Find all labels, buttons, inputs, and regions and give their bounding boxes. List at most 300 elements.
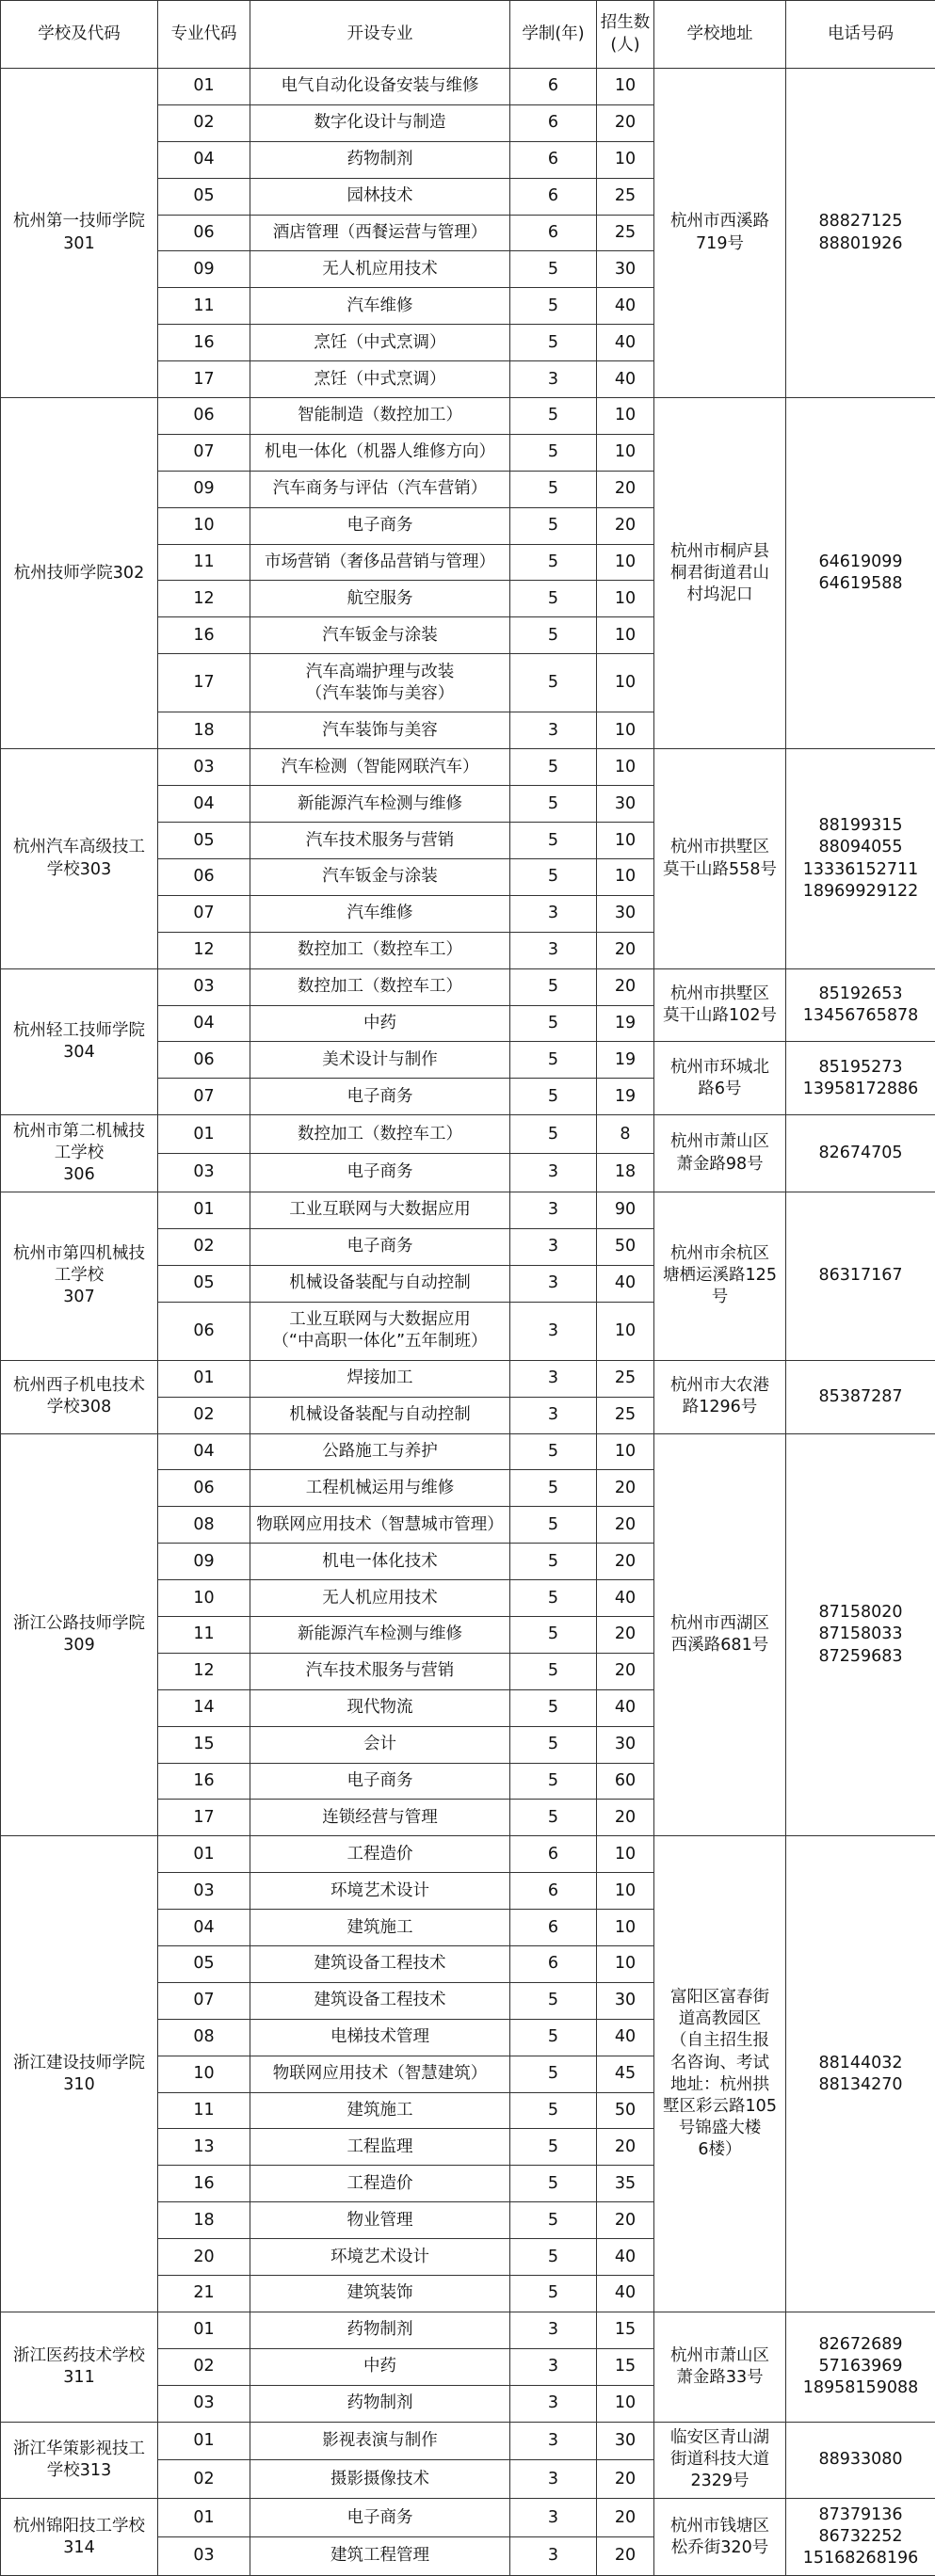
table-row [1,1192,935,1228]
major-name-cell: 无人机应用技术 [250,251,510,288]
enrollment-count-cell: 30 [597,2422,654,2460]
major-name-cell: 数控加工（数控车工） [250,1115,510,1154]
table-header-row [1,1,935,69]
duration-cell: 5 [510,325,597,361]
duration-cell: 3 [510,1265,597,1302]
major-name-cell: 工程监理 [250,2129,510,2166]
duration-cell: 5 [510,1726,597,1763]
major-name-cell: 影视表演与制作 [250,2422,510,2460]
duration-cell: 3 [510,2460,597,2499]
enrollment-count-cell: 20 [597,2202,654,2239]
duration-cell: 3 [510,895,597,932]
major-code-cell: 01 [158,1836,250,1873]
duration-cell: 5 [510,434,597,471]
major-code-cell: 01 [158,1115,250,1154]
major-code-cell: 08 [158,1507,250,1544]
major-code-cell: 07 [158,1079,250,1115]
duration-cell: 3 [510,361,597,398]
phone-number-cell: 87379136 86732252 15168268196 [786,2499,935,2576]
major-name-cell: 汽车检测（智能网联汽车） [250,749,510,786]
major-code-cell: 04 [158,1005,250,1042]
enrollment-count-cell: 20 [597,104,654,141]
enrollment-count-cell: 10 [597,2385,654,2422]
major-name-cell: 会计 [250,1726,510,1763]
school-address-cell: 杭州市余杭区 塘栖运溪路125 号 [654,1192,786,1360]
duration-cell: 5 [510,2056,597,2092]
enrollment-count-cell: 20 [597,2460,654,2499]
duration-cell: 5 [510,749,597,786]
enrollment-count-cell: 20 [597,968,654,1005]
enrollment-count-cell: 15 [597,2348,654,2385]
major-name-cell: 建筑设备工程技术 [250,1982,510,2019]
major-code-cell: 12 [158,581,250,617]
major-name-cell: 电梯技术管理 [250,2019,510,2056]
school-name-cell: 杭州西子机电技术 学校308 [1,1360,158,1433]
major-name-cell: 智能制造（数控加工） [250,398,510,435]
school-name-cell: 杭州轻工技师学院 304 [1,968,158,1115]
table-row [1,1360,935,1397]
major-name-cell: 机械设备装配与自动控制 [250,1265,510,1302]
table-row [1,1836,935,1873]
duration-cell: 5 [510,1507,597,1544]
enrollment-count-cell: 20 [597,1470,654,1507]
duration-cell: 3 [510,1192,597,1228]
enrollment-count-cell: 25 [597,178,654,215]
major-code-cell: 04 [158,1433,250,1470]
phone-number-cell: 86317167 [786,1192,935,1360]
enrollment-count-cell: 10 [597,581,654,617]
duration-cell: 5 [510,1653,597,1689]
phone-number-cell: 87158020 87158033 87259683 [786,1433,935,1836]
major-code-cell: 01 [158,1360,250,1397]
major-code-cell: 11 [158,2092,250,2129]
duration-cell: 5 [510,1580,597,1617]
major-name-cell: 汽车技术服务与营销 [250,1653,510,1689]
school-name-cell: 杭州市第二机械技 工学校 306 [1,1115,158,1192]
duration-cell: 6 [510,104,597,141]
major-name-cell: 连锁经营与管理 [250,1800,510,1836]
major-code-cell: 04 [158,141,250,178]
major-code-cell: 10 [158,507,250,544]
phone-number-cell: 88199315 88094055 13336152711 18969929122 [786,749,935,968]
table-row [1,2312,935,2348]
enrollment-count-cell: 19 [597,1042,654,1079]
school-name-cell: 杭州市第四机械技 工学校 307 [1,1192,158,1360]
phone-number-cell: 64619099 64619588 [786,398,935,749]
enrollment-count-cell: 40 [597,2019,654,2056]
enrollment-count-cell: 8 [597,1115,654,1154]
enrollment-count-cell: 40 [597,2239,654,2276]
major-name-cell: 汽车装饰与美容 [250,712,510,749]
major-code-cell: 14 [158,1689,250,1726]
enrollment-count-cell: 10 [597,712,654,749]
duration-cell: 5 [510,1800,597,1836]
major-code-cell: 01 [158,2499,250,2537]
school-name-cell: 浙江建设技师学院 310 [1,1836,158,2312]
major-code-cell: 07 [158,434,250,471]
enrollment-count-cell: 10 [597,1910,654,1946]
duration-cell: 3 [510,2499,597,2537]
enrollment-count-cell: 40 [597,1689,654,1726]
major-name-cell: 烹饪（中式烹调） [250,325,510,361]
enrollment-count-cell: 20 [597,932,654,968]
major-code-cell: 01 [158,69,250,105]
major-name-cell: 烹饪（中式烹调） [250,361,510,398]
major-code-cell: 04 [158,786,250,823]
duration-cell: 5 [510,471,597,507]
major-name-cell: 工程造价 [250,2166,510,2202]
duration-cell: 6 [510,178,597,215]
major-code-cell: 09 [158,471,250,507]
enrollment-count-cell: 45 [597,2056,654,2092]
header-years: 学制(年) [510,1,597,69]
major-name-cell: 物业管理 [250,2202,510,2239]
enrollment-count-cell: 15 [597,2312,654,2348]
school-address-cell: 杭州市萧山区 萧金路98号 [654,1115,786,1192]
enrollment-count-cell: 30 [597,895,654,932]
phone-number-cell: 82674705 [786,1115,935,1192]
major-code-cell: 03 [158,749,250,786]
table-row [1,749,935,786]
major-code-cell: 18 [158,2202,250,2239]
major-name-cell: 工程造价 [250,1836,510,1873]
enrollment-count-cell: 10 [597,141,654,178]
enrollment-count-cell: 40 [597,2276,654,2312]
major-code-cell: 07 [158,1982,250,2019]
major-code-cell: 03 [158,968,250,1005]
major-code-cell: 03 [158,2537,250,2576]
duration-cell: 3 [510,2422,597,2460]
duration-cell: 5 [510,251,597,288]
major-code-cell: 20 [158,2239,250,2276]
enrollment-count-cell: 20 [597,2499,654,2537]
major-code-cell: 07 [158,895,250,932]
table-row [1,2422,935,2460]
enrollment-count-cell: 50 [597,2092,654,2129]
duration-cell: 5 [510,1115,597,1154]
duration-cell: 6 [510,1873,597,1910]
duration-cell: 5 [510,786,597,823]
major-code-cell: 15 [158,1726,250,1763]
duration-cell: 5 [510,1982,597,2019]
duration-cell: 3 [510,1154,597,1192]
duration-cell: 5 [510,2239,597,2276]
major-name-cell: 电子商务 [250,507,510,544]
major-code-cell: 11 [158,1617,250,1654]
duration-cell: 3 [510,712,597,749]
major-code-cell: 17 [158,1800,250,1836]
duration-cell: 5 [510,1617,597,1654]
enrollment-count-cell: 20 [597,1544,654,1580]
header-school: 学校及代码 [1,1,158,69]
duration-cell: 3 [510,2348,597,2385]
enrollment-count-cell: 30 [597,1726,654,1763]
duration-cell: 6 [510,1910,597,1946]
enrollment-count-cell: 20 [597,1507,654,1544]
enrollment-count-cell: 20 [597,2129,654,2166]
table-row [1,2499,935,2537]
major-code-cell: 12 [158,1653,250,1689]
enrollment-count-cell: 10 [597,654,654,712]
duration-cell: 5 [510,1689,597,1726]
school-address-cell: 杭州市拱墅区 莫干山路102号 [654,968,786,1042]
major-code-cell: 05 [158,1946,250,1983]
school-name-cell: 杭州汽车高级技工 学校303 [1,749,158,968]
enrollment-count-cell: 25 [597,1360,654,1397]
header-major: 开设专业 [250,1,510,69]
major-code-cell: 03 [158,2385,250,2422]
duration-cell: 5 [510,1079,597,1115]
major-code-cell: 01 [158,1192,250,1228]
major-name-cell: 现代物流 [250,1689,510,1726]
school-address-cell: 杭州市拱墅区 莫干山路558号 [654,749,786,968]
major-name-cell: 汽车钣金与涂装 [250,859,510,896]
table-row [1,1433,935,1470]
enrollment-count-cell: 10 [597,1873,654,1910]
duration-cell: 3 [510,932,597,968]
enrollment-count-cell: 20 [597,1617,654,1654]
major-code-cell: 17 [158,654,250,712]
enrollment-count-cell: 20 [597,1653,654,1689]
enrollment-count-cell: 10 [597,434,654,471]
major-name-cell: 汽车商务与评估（汽车营销） [250,471,510,507]
major-name-cell: 数控加工（数控车工） [250,968,510,1005]
major-name-cell: 电气自动化设备安装与维修 [250,69,510,105]
major-name-cell: 建筑施工 [250,1910,510,1946]
phone-number-cell: 85387287 [786,1360,935,1433]
enrollment-count-cell: 19 [597,1005,654,1042]
major-name-cell: 电子商务 [250,2499,510,2537]
school-address-cell: 富阳区富春街 道高教园区 （自主招生报 名咨询、考试 地址：杭州拱 墅区彩云路105 号锦盛大楼 6楼） [654,1836,786,2312]
enrollment-count-cell: 10 [597,398,654,435]
major-code-cell: 18 [158,712,250,749]
header-address: 学校地址 [654,1,786,69]
major-code-cell: 06 [158,859,250,896]
major-code-cell: 16 [158,2166,250,2202]
duration-cell: 3 [510,2385,597,2422]
school-address-cell: 杭州市西湖区 西溪路681号 [654,1433,786,1836]
major-code-cell: 02 [158,2460,250,2499]
major-name-cell: 机电一体化（机器人维修方向） [250,434,510,471]
enrollment-count-cell: 25 [597,215,654,251]
major-name-cell: 汽车维修 [250,288,510,325]
school-name-cell: 杭州技师学院302 [1,398,158,749]
enrollment-count-cell: 19 [597,1079,654,1115]
duration-cell: 5 [510,1005,597,1042]
duration-cell: 5 [510,2202,597,2239]
duration-cell: 5 [510,654,597,712]
major-code-cell: 11 [158,544,250,581]
enrollment-count-cell: 40 [597,288,654,325]
major-name-cell: 无人机应用技术 [250,1580,510,1617]
major-code-cell: 12 [158,932,250,968]
duration-cell: 6 [510,141,597,178]
duration-cell: 3 [510,1302,597,1360]
enrollment-count-cell: 20 [597,1800,654,1836]
duration-cell: 5 [510,1470,597,1507]
major-name-cell: 数控加工（数控车工） [250,932,510,968]
major-code-cell: 09 [158,251,250,288]
school-name-cell: 杭州锦阳技工学校 314 [1,2499,158,2576]
duration-cell: 6 [510,1946,597,1983]
major-name-cell: 药物制剂 [250,141,510,178]
major-name-cell: 工程机械运用与维修 [250,1470,510,1507]
duration-cell: 5 [510,2166,597,2202]
enrollment-count-cell: 10 [597,1946,654,1983]
major-code-cell: 01 [158,2312,250,2348]
enrollment-count-cell: 30 [597,786,654,823]
table-row [1,1115,935,1154]
enrollment-count-cell: 10 [597,1302,654,1360]
enrollment-count-cell: 10 [597,749,654,786]
major-name-cell: 航空服务 [250,581,510,617]
enrollment-count-cell: 40 [597,1580,654,1617]
major-code-cell: 16 [158,1763,250,1800]
enrollment-count-cell: 30 [597,1982,654,2019]
enrollment-count-cell: 10 [597,859,654,896]
major-code-cell: 06 [158,1470,250,1507]
header-code: 专业代码 [158,1,250,69]
major-name-cell: 建筑施工 [250,2092,510,2129]
enrollment-count-cell: 20 [597,2537,654,2576]
major-code-cell: 05 [158,1265,250,1302]
enrollment-count-cell: 40 [597,1265,654,1302]
major-name-cell: 市场营销（奢侈品营销与管理） [250,544,510,581]
major-code-cell: 05 [158,823,250,859]
duration-cell: 5 [510,1763,597,1800]
phone-number-cell: 85192653 13456765878 [786,968,935,1042]
enrollment-count-cell: 90 [597,1192,654,1228]
phone-number-cell: 82672689 57163969 18958159088 [786,2312,935,2422]
duration-cell: 6 [510,69,597,105]
school-address-cell: 临安区青山湖 街道科技大道 2329号 [654,2422,786,2499]
enrollment-count-cell: 50 [597,1228,654,1265]
major-name-cell: 中药 [250,2348,510,2385]
duration-cell: 3 [510,2312,597,2348]
school-name-cell: 浙江华策影视技工 学校313 [1,2422,158,2499]
major-name-cell: 园林技术 [250,178,510,215]
duration-cell: 5 [510,2129,597,2166]
major-code-cell: 21 [158,2276,250,2312]
table-row [1,398,935,435]
duration-cell: 5 [510,859,597,896]
major-code-cell: 03 [158,1873,250,1910]
major-code-cell: 11 [158,288,250,325]
duration-cell: 5 [510,398,597,435]
table-row [1,69,935,105]
enrollment-count-cell: 40 [597,325,654,361]
enrollment-count-cell: 25 [597,1397,654,1433]
duration-cell: 5 [510,2276,597,2312]
major-code-cell: 01 [158,2422,250,2460]
major-name-cell: 环境艺术设计 [250,2239,510,2276]
duration-cell: 5 [510,968,597,1005]
duration-cell: 5 [510,2019,597,2056]
major-name-cell: 药物制剂 [250,2312,510,2348]
major-name-cell: 汽车钣金与涂装 [250,617,510,654]
table-row [1,968,935,1005]
enrollment-count-cell: 10 [597,617,654,654]
school-name-cell: 浙江医药技术学校 311 [1,2312,158,2422]
school-address-cell: 杭州市萧山区 萧金路33号 [654,2312,786,2422]
major-name-cell: 摄影摄像技术 [250,2460,510,2499]
major-name-cell: 中药 [250,1005,510,1042]
major-name-cell: 电子商务 [250,1228,510,1265]
major-code-cell: 09 [158,1544,250,1580]
enrollment-count-cell: 10 [597,823,654,859]
major-code-cell: 17 [158,361,250,398]
major-name-cell: 汽车维修 [250,895,510,932]
phone-number-cell: 88827125 88801926 [786,69,935,398]
enrollment-count-cell: 10 [597,1836,654,1873]
major-name-cell: 建筑设备工程技术 [250,1946,510,1983]
major-code-cell: 10 [158,2056,250,2092]
major-name-cell: 汽车高端护理与改装 （汽车装饰与美容） [250,654,510,712]
major-name-cell: 美术设计与制作 [250,1042,510,1079]
major-name-cell: 物联网应用技术（智慧建筑） [250,2056,510,2092]
major-name-cell: 机械设备装配与自动控制 [250,1397,510,1433]
duration-cell: 5 [510,1544,597,1580]
enrollment-count-cell: 20 [597,507,654,544]
major-name-cell: 电子商务 [250,1154,510,1192]
major-code-cell: 02 [158,2348,250,2385]
school-name-cell: 杭州第一技师学院 301 [1,69,158,398]
major-name-cell: 药物制剂 [250,2385,510,2422]
major-code-cell: 04 [158,1910,250,1946]
school-address-cell: 杭州市环城北 路6号 [654,1042,786,1115]
enrollment-count-cell: 30 [597,251,654,288]
phone-number-cell: 85195273 13958172886 [786,1042,935,1115]
duration-cell: 3 [510,1397,597,1433]
major-code-cell: 03 [158,1154,250,1192]
duration-cell: 3 [510,1360,597,1397]
enrollment-count-cell: 10 [597,69,654,105]
major-code-cell: 06 [158,1042,250,1079]
school-address-cell: 杭州市桐庐县 桐君街道君山 村坞泥口 [654,398,786,749]
major-code-cell: 06 [158,1302,250,1360]
enrollment-count-cell: 40 [597,361,654,398]
enrollment-count-cell: 10 [597,1433,654,1470]
major-name-cell: 电子商务 [250,1079,510,1115]
major-code-cell: 02 [158,104,250,141]
major-name-cell: 工业互联网与大数据应用 （“中高职一体化”五年制班） [250,1302,510,1360]
major-name-cell: 新能源汽车检测与维修 [250,786,510,823]
major-code-cell: 16 [158,617,250,654]
major-code-cell: 13 [158,2129,250,2166]
duration-cell: 6 [510,215,597,251]
enrollment-count-cell: 60 [597,1763,654,1800]
phone-number-cell: 88144032 88134270 [786,1836,935,2312]
major-name-cell: 机电一体化技术 [250,1544,510,1580]
major-code-cell: 10 [158,1580,250,1617]
major-name-cell: 电子商务 [250,1763,510,1800]
school-address-cell: 杭州市大农港 路1296号 [654,1360,786,1433]
duration-cell: 5 [510,581,597,617]
major-name-cell: 公路施工与养护 [250,1433,510,1470]
major-code-cell: 05 [158,178,250,215]
school-address-cell: 杭州市钱塘区 松乔街320号 [654,2499,786,2576]
duration-cell: 3 [510,1228,597,1265]
phone-number-cell: 88933080 [786,2422,935,2499]
duration-cell: 5 [510,288,597,325]
enrollment-count-cell: 10 [597,544,654,581]
major-code-cell: 06 [158,398,250,435]
major-code-cell: 02 [158,1397,250,1433]
major-name-cell: 新能源汽车检测与维修 [250,1617,510,1654]
duration-cell: 5 [510,2092,597,2129]
major-name-cell: 物联网应用技术（智慧城市管理） [250,1507,510,1544]
major-name-cell: 汽车技术服务与营销 [250,823,510,859]
